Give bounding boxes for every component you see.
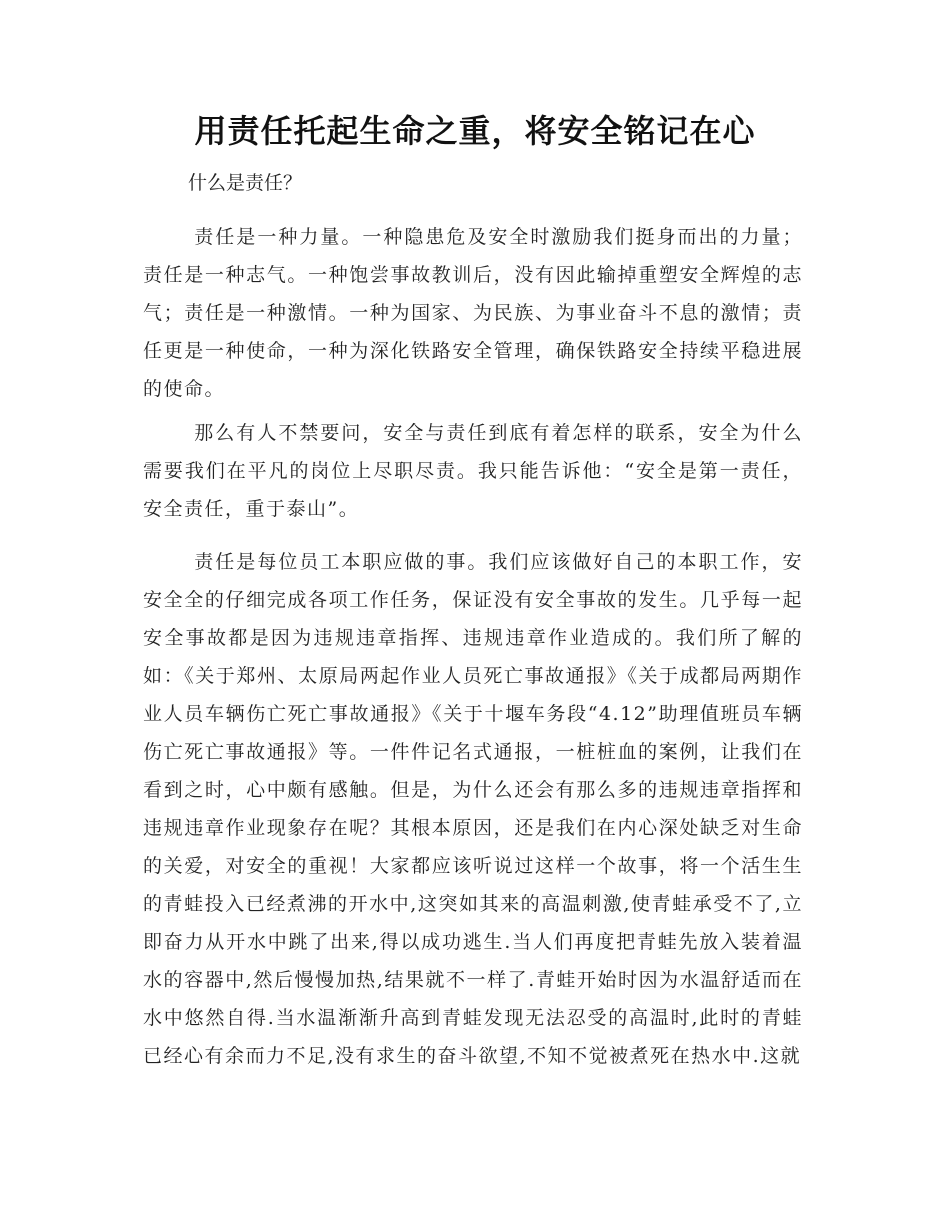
paragraph-2: 那么有人不禁要问，安全与责任到底有着怎样的联系，安全为什么需要我们在平凡的岗位上尽职尽责。我只能告诉他：“安全是第一责任，安全责任，重于泰山”。: [143, 422, 803, 520]
opening-question: 什么是责任？: [188, 172, 303, 194]
paragraph-1: 责任是一种力量。一种隐患危及安全时激励我们挺身而出的力量；责任是一种志气。一种饱尝事故教训后，没有因此输掉重塑安全辉煌的志气；责任是一种激情。一种为国家、为民族、为事业奋斗不息的激情；责任更是一种使命，一种为深化铁路安全管理，确保铁路安全持续平稳进展的使命。: [143, 226, 803, 400]
document-title: 用责任托起生命之重，将安全铭记在心: [194, 112, 756, 150]
paragraph-3: 责任是每位员工本职应做的事。我们应该做好自己的本职工作，安安全全的仔细完成各项工作任务，保证没有安全事故的发生。几乎每一起安全事故都是因为违规违章指挥、违规违章作业造成的。我们所了解的如：《关于郑州、太原局两起作业人员死亡事故通报》《关于成都局两期作业人员车辆伤亡死亡事故通报》《关于十堰车务段“4.12”助理值班员车辆伤亡死亡事故通报》等。一件件记名式通报，一桩桩血的案例，让我们在看到之时，心中颇有感触。但是，为什么还会有那么多的违规违章指挥和违规违章作业现象存在呢？其根本原因，还是我们在内心深处缺乏对生命的关爱，对安全的重视！大家都应该听说过这样一个故事，将一个活生生的青蛙投入已经煮沸的开水中,这突如其来的高温刺激,使青蛙承受不了,立即奋力从开水中跳了出来,得以成功逃生.当人们再度把青蛙先放入装着温水的容器中,然后慢慢加热,结果就不一样了.青蛙开始时因为水温舒适而在水中悠然自得.当水温渐渐升高到青蛙发现无法忍受的高温时,此时的青蛙已经心有余而力不足,没有求生的奋斗欲望,不知不觉被煮死在热水中.这就: [143, 551, 803, 1067]
